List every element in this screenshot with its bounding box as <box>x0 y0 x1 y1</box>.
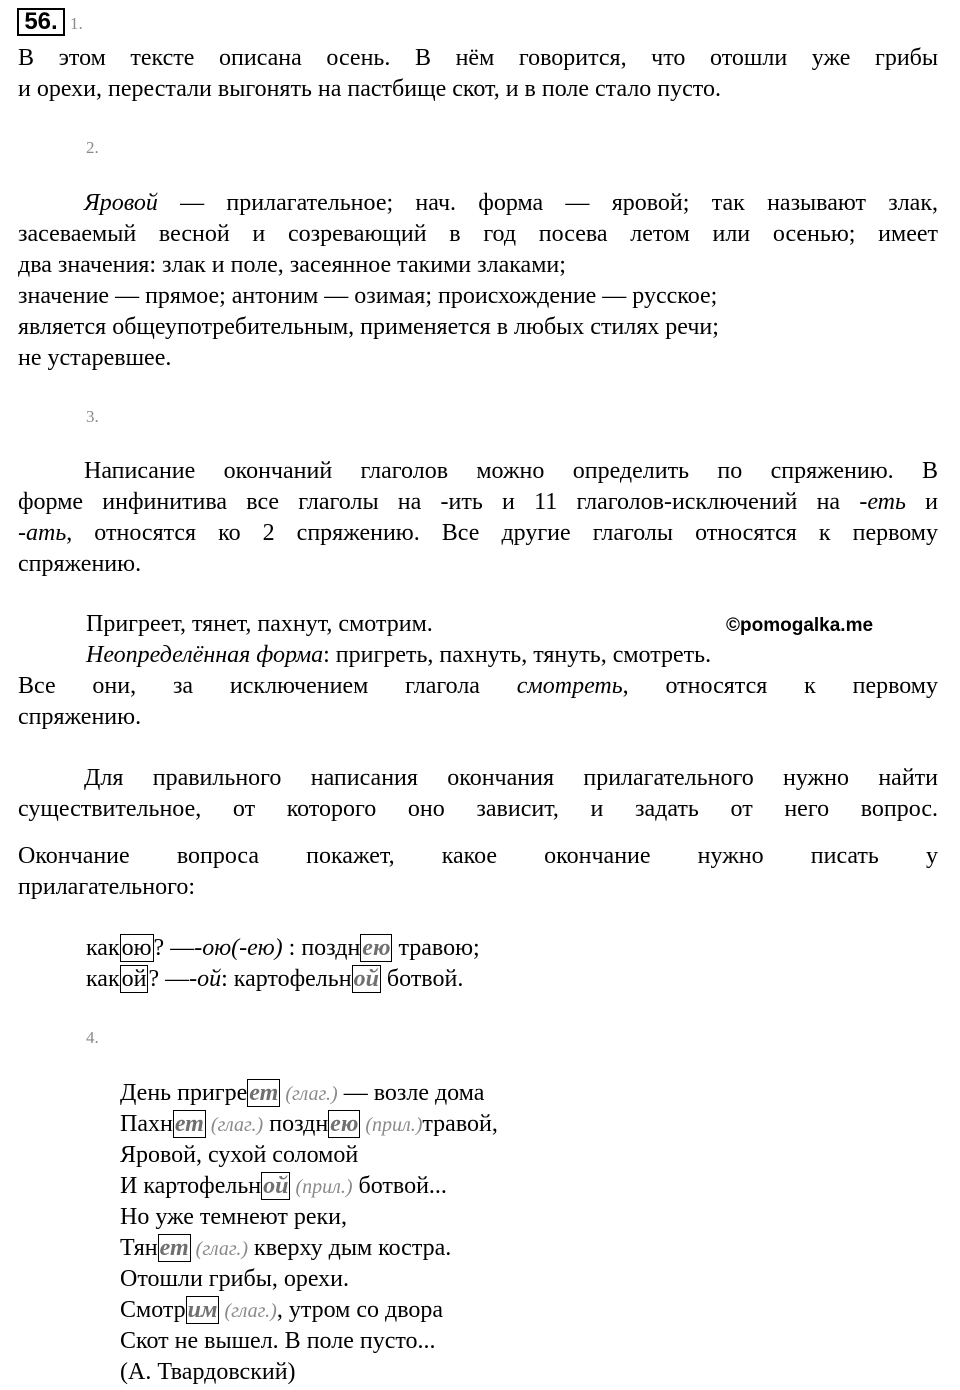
s3-p1-line-4: спряжению. <box>18 551 142 577</box>
s2-line-4: значение — прямое; антоним — озимая; происхождение — русское; <box>18 283 718 309</box>
ex2-c: -ой <box>189 966 222 992</box>
s2-line-6: не устаревшее. <box>18 345 172 371</box>
poem-l4-b: ботвой... <box>352 1173 447 1199</box>
s3-all-a: Все они, за исключением глагола <box>18 673 517 699</box>
ex2-b: ? — <box>148 966 190 992</box>
poem-line-8 <box>120 1295 443 1326</box>
s3-q-line-2: прилагательного: <box>18 874 196 900</box>
poem-l2-note: (глаг.) <box>205 1114 264 1136</box>
poem-l2-b: поздн <box>263 1111 329 1137</box>
s2-line-2: засеваемый весной и созревающий в год посева летом или осенью; имеет <box>18 221 938 247</box>
ex2-a: как <box>86 966 120 992</box>
s3-p1-line-2-a: форме инфинитива все глаголы на -ить и 11 глаголов-исключений на <box>18 489 860 515</box>
poem-l2-note-2: (прил.) <box>360 1114 423 1136</box>
poem-l8-b: , утром со двора <box>276 1297 444 1323</box>
s3-inf-rest: : пригреть, пахнуть, тянуть, смотреть. <box>323 642 712 668</box>
s3-p1-line-3-a: -ать <box>18 520 67 546</box>
s2-line-1-rest: — прилагательное; нач. форма — яровой; так называют злак, <box>157 190 938 216</box>
s3-q-line-1: Окончание вопроса покажет, какое окончание нужно писать у <box>18 843 938 869</box>
s2-line-5: является общеупотребительным, применяется в любых стилях речи; <box>18 314 719 340</box>
ex1-e: травою; <box>392 935 480 961</box>
ex1-ending-box-2: ею <box>362 935 391 961</box>
poem-line-4 <box>120 1171 447 1202</box>
s3-all-line-2: спряжению. <box>18 704 142 730</box>
poem-l2-c: травой, <box>422 1111 498 1137</box>
s3-inf-label: Неопределённая форма <box>86 642 324 668</box>
poem-line-5: Но уже темнеют реки, <box>120 1204 348 1230</box>
poem-line-2 <box>120 1109 498 1140</box>
s3-p1-line-2 <box>18 487 938 517</box>
s3-p1-line-3 <box>18 518 938 548</box>
s3-p1-line-1-text: Написание окончаний глаголов можно определить по спряжению. В <box>84 458 938 484</box>
s3-adj-line-2: существительное, от которого оно зависит, и задать от него вопрос. <box>18 796 938 822</box>
s3-all-c: , относятся к первому <box>622 673 938 699</box>
ex1-ending-box: ою <box>121 935 152 961</box>
poem-l4-ending: ой <box>263 1173 289 1199</box>
s2-line-3: два значения: злак и поле, засеянное такими злаками; <box>18 252 566 278</box>
poem-l1-note: (глаг.) <box>280 1083 338 1105</box>
poem-l2-a: Пахн <box>120 1111 173 1137</box>
task-number: 56. <box>17 8 65 36</box>
poem-l1-b: — возле дома <box>337 1080 485 1106</box>
poem-line-9: Скот не вышел. В поле пусто... <box>120 1328 436 1354</box>
s3-all-b: смотреть <box>516 673 623 699</box>
poem-l2-ending: ет <box>174 1111 204 1137</box>
ex1-b: ? — <box>153 935 195 961</box>
poem-l8-a: Смотр <box>120 1297 186 1323</box>
ex1-c: -ою(-ею) <box>194 935 283 961</box>
s1-line-1: В этом тексте описана осень. В нём говорится, что отошли уже грибы <box>18 45 938 71</box>
s2-line-1 <box>18 188 938 218</box>
watermark: ©pomogalka.me <box>726 615 874 636</box>
section-4-label: 4. <box>86 1028 99 1047</box>
poem-l1-ending: ет <box>249 1080 279 1106</box>
section-3-label: 3. <box>86 407 99 426</box>
poem-l1-a: День пригре <box>120 1080 248 1106</box>
poem-line-7: Отошли грибы, орехи. <box>120 1266 350 1292</box>
ex2-d: : картофельн <box>221 966 352 992</box>
poem-line-6 <box>120 1233 451 1264</box>
s3-p1-line-3-b: , относятся ко 2 спряжению. Все другие глаголы относятся к первому <box>66 520 938 546</box>
s3-adj-line-1 <box>18 763 938 793</box>
poem-l8-ending: им <box>187 1297 218 1323</box>
s3-p1-line-2-c: и <box>905 489 938 515</box>
poem-line-1 <box>120 1078 484 1109</box>
s3-inf-line <box>86 640 711 670</box>
ex1-d: : поздн <box>282 935 361 961</box>
s3-example-1 <box>86 933 480 963</box>
s3-all-line <box>18 671 938 701</box>
poem-l6-note: (глаг.) <box>190 1238 249 1260</box>
s1-line-2: и орехи, перестали выгонять на пастбище скот, и в поле стало пусто. <box>18 76 721 102</box>
poem-l6-ending: ет <box>159 1235 189 1261</box>
s3-example-2 <box>86 964 463 994</box>
poem-l8-note: (глаг.) <box>219 1300 277 1322</box>
poem-l6-a: Тян <box>120 1235 158 1261</box>
section-2-label: 2. <box>86 138 99 157</box>
ex2-ending-box: ой <box>121 966 147 992</box>
s3-p1-line-1 <box>18 456 938 486</box>
poem-l2-ending-2: ею <box>330 1111 359 1137</box>
poem-l4-a: И картофельн <box>120 1173 262 1199</box>
s3-adj-line-1-text: Для правильного написания окончания прилагательного нужно найти <box>84 765 938 791</box>
poem-author: (А. Твардовский) <box>120 1359 296 1385</box>
poem-line-3: Яровой, сухой соломой <box>120 1142 359 1168</box>
section-1-label: 1. <box>70 14 83 33</box>
ex1-a: как <box>86 935 120 961</box>
poem-l6-b: кверху дым костра. <box>248 1235 452 1261</box>
s3-p1-line-2-b: -еть <box>859 489 906 515</box>
ex2-e: ботвой. <box>380 966 464 992</box>
ex2-ending-box-2: ой <box>353 966 379 992</box>
s3-verbs-line: Пригреет, тянет, пахнут, смотрим. <box>86 611 433 637</box>
s2-word: Яровой <box>84 190 158 216</box>
poem-l4-note: (прил.) <box>290 1176 353 1198</box>
